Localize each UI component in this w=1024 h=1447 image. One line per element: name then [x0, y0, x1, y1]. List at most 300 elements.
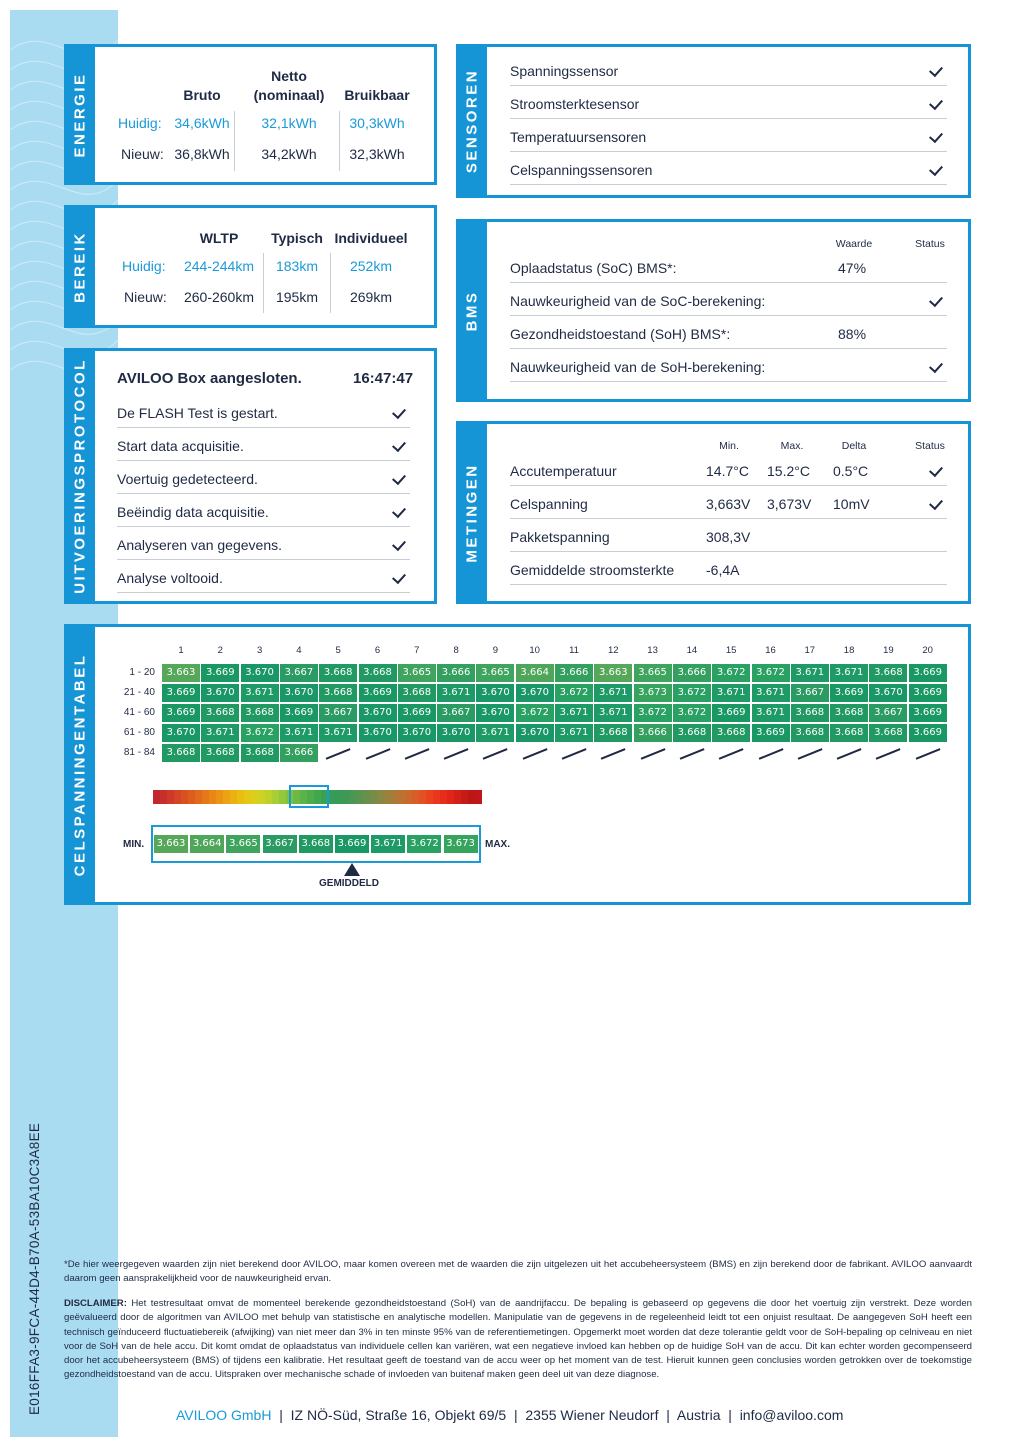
energie-huidig-bruikbaar: 30,3kWh [349, 115, 405, 131]
bereik-header-individueel: Individueel [334, 230, 408, 246]
check-icon [392, 438, 406, 452]
cell-voltage: 3.668 [241, 744, 279, 762]
bms-row-label: Gezondheidstoestand (SoH) BMS*: [510, 326, 731, 342]
divider [263, 253, 264, 313]
check-icon [929, 293, 943, 307]
gradient-segment [468, 790, 475, 804]
gradient-segment [160, 790, 167, 804]
protocol-step-label: Analyse voltooid. [117, 570, 223, 586]
protocol-step [117, 560, 410, 593]
cell-voltage: 3.671 [241, 684, 279, 702]
bms-row [510, 250, 947, 283]
metingen-row-label: Gemiddelde stroomsterkte [510, 562, 675, 578]
cell-voltage: 3.672 [516, 704, 554, 722]
cell-voltage: 3.670 [476, 704, 514, 722]
cell-voltage: 3.666 [555, 664, 593, 682]
sensor-row [510, 53, 947, 86]
gradient-segment [195, 790, 202, 804]
cell-voltage: 3.670 [280, 684, 318, 702]
energie-huidig-label: Huidig: [118, 115, 162, 131]
metingen-tab-label: METINGEN [463, 462, 480, 563]
empty-cell-dash [365, 748, 390, 759]
empty-cell-dash [719, 748, 744, 759]
celspanning-panel [64, 624, 971, 905]
energie-nieuw-bruikbaar: 32,3kWh [349, 146, 405, 162]
cell-voltage: 3.668 [201, 704, 239, 722]
footer-address: IZ NÖ-Süd, Straße 16, Objekt 69/5 [290, 1407, 507, 1423]
empty-cell-dash [680, 748, 705, 759]
column-number: 19 [883, 645, 894, 656]
check-icon [392, 405, 406, 419]
scale-cell: 3.668 [299, 835, 333, 853]
footer-city: 2355 Wiener Neudorf [525, 1407, 659, 1423]
protocol-title: AVILOO Box aangesloten. [117, 370, 302, 387]
check-icon [929, 162, 943, 176]
column-number: 4 [296, 645, 302, 656]
energie-nieuw-netto: 34,2kWh [261, 146, 317, 162]
scale-cell: 3.671 [371, 835, 405, 853]
check-icon [929, 359, 943, 373]
cell-voltage: 3.669 [830, 684, 868, 702]
column-number: 13 [647, 645, 658, 656]
footer-country: Austria [676, 1407, 721, 1423]
cell-voltage: 3.667 [437, 704, 475, 722]
cell-voltage: 3.668 [162, 744, 200, 762]
column-number: 1 [178, 645, 184, 656]
protocol-step [117, 428, 410, 461]
energie-tab-label: ENERGIE [71, 71, 88, 158]
cell-voltage: 3.669 [712, 704, 750, 722]
bereik-huidig-individueel: 252km [349, 258, 393, 274]
cell-voltage: 3.669 [752, 724, 790, 742]
bereik-header-typisch: Typisch [271, 230, 323, 246]
average-label: GEMIDDELD [319, 878, 379, 889]
gradient-segment [440, 790, 447, 804]
scale-cell: 3.663 [154, 835, 188, 853]
empty-cell-dash [444, 748, 469, 759]
protocol-step-label: Start data acquisitie. [117, 438, 244, 454]
cell-voltage: 3.672 [673, 704, 711, 722]
cell-voltage: 3.672 [752, 664, 790, 682]
cell-voltage: 3.670 [869, 684, 907, 702]
gradient-segment [328, 790, 335, 804]
protocol-step [117, 461, 410, 494]
cell-voltage: 3.670 [516, 724, 554, 742]
cell-voltage: 3.669 [280, 704, 318, 722]
cell-voltage: 3.671 [594, 684, 632, 702]
energie-huidig-netto: 32,1kWh [261, 115, 317, 131]
protocol-time: 16:47:47 [353, 370, 414, 387]
bms-footnote: *De hier weergegeven waarden zijn niet berekend door AVILOO, maar komen overeen met de waarden die zijn uitgelezen uit het accubeheersysteem (BMS) en zijn berekend door de fabrikant. AVILOO aanvaardt daarom geen aansprakelijkheid voor de nauwkeurigheid ervan. [64, 1259, 972, 1285]
average-marker-icon [344, 863, 360, 876]
protocol-step [117, 494, 410, 527]
scale-cell: 3.672 [407, 835, 441, 853]
bms-row [510, 349, 947, 382]
metingen-row-delta: 10mV [833, 496, 870, 512]
cell-voltage: 3.673 [634, 684, 672, 702]
cell-voltage: 3.670 [437, 724, 475, 742]
footer-separator: | [728, 1407, 732, 1423]
bms-row-label: Nauwkeurigheid van de SoH-berekening: [510, 359, 766, 375]
bereik-header-wltp: WLTP [199, 230, 239, 246]
metingen-row-label: Pakketspanning [510, 529, 610, 545]
protocol-tab [64, 348, 95, 604]
cell-voltage: 3.671 [555, 724, 593, 742]
metingen-row-min: 3,663V [706, 496, 751, 512]
scale-min-label: MIN. [123, 839, 145, 850]
cell-voltage: 3.666 [437, 664, 475, 682]
check-icon [392, 570, 406, 584]
row-range-label: 1 - 20 [129, 667, 155, 678]
empty-cell-dash [837, 748, 862, 759]
cell-voltage: 3.668 [594, 724, 632, 742]
cell-voltage: 3.668 [241, 704, 279, 722]
bms-row-label: Nauwkeurigheid van de SoC-berekening: [510, 293, 766, 309]
metingen-row-min: 308,3V [706, 529, 751, 545]
energie-nieuw-label: Nieuw: [121, 146, 164, 162]
bms-tab-label: BMS [463, 290, 480, 331]
cell-voltage: 3.670 [241, 664, 279, 682]
protocol-step [117, 527, 410, 560]
cell-voltage: 3.667 [280, 664, 318, 682]
bereik-huidig-typisch: 183km [275, 258, 319, 274]
row-range-label: 41 - 60 [123, 707, 155, 718]
gradient-segment [202, 790, 209, 804]
cell-voltage: 3.668 [830, 724, 868, 742]
gradient-segment [335, 790, 342, 804]
cell-voltage: 3.668 [359, 664, 397, 682]
footer-brand: AVILOO GmbH [176, 1407, 272, 1423]
bms-col-waarde: Waarde [835, 238, 873, 250]
gradient-segment [349, 790, 356, 804]
cell-voltage: 3.667 [319, 704, 357, 722]
cell-voltage: 3.671 [280, 724, 318, 742]
footer-separator: | [279, 1407, 283, 1423]
cell-voltage: 3.668 [201, 744, 239, 762]
gradient-segment [237, 790, 244, 804]
sensor-label: Spanningssensor [510, 63, 619, 79]
cell-voltage: 3.671 [319, 724, 357, 742]
average-range-box [289, 785, 329, 808]
bms-tab [456, 219, 487, 402]
cell-voltage: 3.671 [752, 704, 790, 722]
metingen-row [510, 486, 947, 519]
check-icon [929, 96, 943, 110]
scale-cell: 3.669 [335, 835, 369, 853]
empty-cell-dash [758, 748, 783, 759]
empty-cell-dash [483, 748, 508, 759]
protocol-step-label: Analyseren van gegevens. [117, 537, 282, 553]
sensoren-tab-label: SENSOREN [463, 68, 480, 174]
divider [339, 111, 340, 171]
metingen-row-label: Accutemperatuur [510, 463, 617, 479]
cell-voltage: 3.668 [398, 684, 436, 702]
protocol-step-label: Voertuig gedetecteerd. [117, 471, 258, 487]
cell-voltage: 3.670 [398, 724, 436, 742]
gradient-segment [433, 790, 440, 804]
cell-voltage: 3.668 [830, 704, 868, 722]
cell-voltage: 3.669 [909, 704, 947, 722]
check-icon [392, 504, 406, 518]
metingen-tab [456, 421, 487, 604]
row-range-label: 21 - 40 [123, 687, 155, 698]
gradient-segment [181, 790, 188, 804]
footer [176, 1407, 843, 1423]
column-number: 14 [686, 645, 698, 656]
column-number: 8 [453, 645, 459, 656]
row-range-label: 61 - 80 [123, 727, 155, 738]
bereik-tab [64, 205, 95, 328]
gradient-segment [265, 790, 272, 804]
gradient-segment [426, 790, 433, 804]
cell-voltage: 3.663 [594, 664, 632, 682]
empty-cell-dash [562, 748, 587, 759]
celspanning-tab-label: CELSPANNINGENTABEL [71, 653, 88, 876]
cell-voltage: 3.670 [359, 704, 397, 722]
check-icon [929, 129, 943, 143]
cell-voltage: 3.669 [909, 664, 947, 682]
gradient-segment [461, 790, 468, 804]
column-number: 2 [217, 645, 223, 656]
column-number: 11 [569, 645, 579, 656]
metingen-row [510, 453, 947, 486]
metingen-row-min: -6,4A [706, 562, 740, 578]
gradient-segment [153, 790, 160, 804]
gradient-segment [174, 790, 181, 804]
cell-voltage: 3.671 [752, 684, 790, 702]
cell-voltage: 3.670 [162, 724, 200, 742]
scale-cell: 3.667 [263, 835, 297, 853]
gradient-segment [398, 790, 405, 804]
gradient-segment [258, 790, 265, 804]
metingen-col-delta: Delta [841, 440, 867, 452]
cell-voltage: 3.669 [162, 704, 200, 722]
bms-row-label: Oplaadstatus (SoC) BMS*: [510, 260, 677, 276]
empty-cell-dash [640, 748, 665, 759]
bms-row-value: 88% [838, 326, 867, 342]
disclaimer-label: DISCLAIMER: [64, 1298, 127, 1309]
bms-row-value: 47% [838, 260, 867, 276]
empty-cell-dash [522, 748, 547, 759]
gradient-segment [251, 790, 258, 804]
energie-header-netto-line2: (nominaal) [253, 87, 325, 103]
gradient-segment [342, 790, 349, 804]
cell-voltage: 3.672 [712, 664, 750, 682]
gradient-segment [188, 790, 195, 804]
gradient-segment [377, 790, 384, 804]
cell-voltage: 3.668 [712, 724, 750, 742]
energie-header-netto-line1: Netto [271, 68, 307, 84]
gradient-segment [272, 790, 279, 804]
cell-voltage: 3.665 [634, 664, 672, 682]
energie-header-bruikbaar: Bruikbaar [344, 87, 410, 103]
protocol-panel [64, 348, 437, 604]
sensor-label: Stroomsterktesensor [510, 96, 640, 112]
gradient-segment [223, 790, 230, 804]
scale-max-label: MAX. [485, 839, 510, 850]
energie-nieuw-bruto: 36,8kWh [174, 146, 230, 162]
check-icon [929, 463, 943, 477]
metingen-row-min: 14.7°C [706, 463, 749, 479]
gradient-segment [475, 790, 482, 804]
cell-voltage: 3.663 [162, 664, 200, 682]
energie-panel [64, 44, 437, 185]
disclaimer-text: Het testresultaat omvat de momenteel berekende gezondheidstoestand (SoH) van de aandrijfaccu. De bepaling is gebaseerd op gegevens die door het voertuig zijn verstrekt. Deze worden geëvalueerd door de algoritmen van AVILOO met behulp van statistische en analytische modellen. Manipulatie van de gegevens in de regeleenheid leidt tot een onjuist resultaat. De aangegeven SoH heeft een technisch geïnduceerd fluctuatiebereik (afwijking) van niet meer dan 3% in ten minste 95% van de referentiemetingen. Opgemerkt moet worden dat deze tolerantie geldt voor de SoH-bepaling op celniveau en niet voor de SoH van de hele accu. Dit komt omdat de oplaadstatus van individuele cellen kan variëren, wat een negatieve invloed kan hebben op de huidige SoH van de accu. Dit kan echter worden gecompenseerd door het accubeheersysteem (BMS) of tijdens een kalibratie. Het resultaat geeft de toestand van de accu weer op het moment van de test. Hieruit kunnen geen conclusies worden getrokken over de toekomstige gezondheidstoestand van de accu. Uitspraken over mechanische schade of invloeden van buitenaf maken geen deel uit van deze diagnose. [64, 1298, 972, 1381]
metingen-panel [456, 421, 971, 604]
protocol-step [117, 395, 410, 428]
metingen-row-delta: 0.5°C [833, 463, 869, 479]
metingen-col-min: Min. [719, 440, 739, 452]
empty-cell-dash [797, 748, 822, 759]
cell-voltage: 3.669 [909, 724, 947, 742]
cell-voltage: 3.666 [634, 724, 672, 742]
check-icon [392, 471, 406, 485]
gradient-segment [356, 790, 363, 804]
gradient-segment [167, 790, 174, 804]
bms-row [510, 316, 947, 349]
cell-voltage: 3.669 [201, 664, 239, 682]
cell-voltage: 3.666 [280, 744, 318, 762]
bms-panel [456, 219, 971, 402]
column-number: 5 [335, 645, 341, 656]
sensor-row [510, 119, 947, 152]
document-id: E016FFA3-9FCA-44D4-B70A-53BA10C3A8EE [27, 1122, 42, 1415]
cell-voltage: 3.667 [869, 704, 907, 722]
cell-voltage: 3.671 [437, 684, 475, 702]
column-number: 9 [492, 645, 499, 656]
bereik-huidig-wltp: 244-244km [183, 258, 255, 274]
cell-voltage: 3.667 [791, 684, 829, 702]
bereik-panel [64, 205, 437, 328]
bereik-nieuw-individueel: 269km [349, 289, 393, 305]
cell-voltage: 3.671 [830, 664, 868, 682]
gradient-segment [209, 790, 216, 804]
energie-header-bruto: Bruto [183, 87, 221, 103]
metingen-row-label: Celspanning [510, 496, 588, 512]
footer-separator: | [513, 1407, 518, 1423]
gradient-segment [230, 790, 237, 804]
cell-voltage: 3.665 [398, 664, 436, 682]
row-range-label: 81 - 84 [123, 747, 155, 758]
cell-voltage: 3.668 [869, 724, 907, 742]
column-number: 20 [922, 645, 933, 656]
metingen-col-status: Status [915, 440, 945, 452]
cell-voltage: 3.671 [201, 724, 239, 742]
cell-voltage: 3.670 [201, 684, 239, 702]
gradient-segment [405, 790, 412, 804]
gradient-segment [279, 790, 286, 804]
empty-cell-dash [601, 748, 626, 759]
cell-voltage: 3.666 [673, 664, 711, 682]
sensor-row [510, 86, 947, 119]
empty-cell-dash [876, 748, 901, 759]
gradient-segment [447, 790, 454, 804]
column-number: 7 [414, 645, 420, 656]
check-icon [929, 496, 943, 510]
bms-row [510, 283, 947, 316]
cell-voltage: 3.670 [476, 684, 514, 702]
metingen-row-max: 3,673V [767, 496, 812, 512]
bereik-nieuw-wltp: 260-260km [183, 289, 255, 305]
gradient-segment [384, 790, 391, 804]
column-number: 12 [608, 645, 619, 656]
gradient-segment [363, 790, 370, 804]
cell-voltage: 3.668 [869, 664, 907, 682]
column-number: 3 [256, 645, 263, 656]
cell-voltage: 3.668 [791, 724, 829, 742]
cell-voltage: 3.669 [359, 684, 397, 702]
cell-voltage: 3.668 [319, 664, 357, 682]
cell-voltage: 3.671 [791, 664, 829, 682]
cell-voltage: 3.671 [555, 704, 593, 722]
disclaimer [64, 1297, 972, 1383]
cell-voltage: 3.665 [476, 664, 514, 682]
bereik-nieuw-label: Nieuw: [124, 289, 167, 305]
empty-cell-dash [326, 748, 351, 759]
celspanning-tab [64, 624, 95, 905]
metingen-row [510, 552, 947, 585]
empty-cell-dash [915, 748, 940, 759]
energie-tab [64, 44, 95, 185]
bms-col-status: Status [915, 238, 945, 250]
metingen-col-max: Max. [780, 440, 804, 452]
gradient-segment [454, 790, 461, 804]
gradient-segment [412, 790, 419, 804]
sensor-label: Temperatuursensoren [510, 129, 647, 145]
cell-voltage: 3.672 [673, 684, 711, 702]
cell-voltage: 3.670 [516, 684, 554, 702]
empty-cell-dash [404, 748, 429, 759]
scale-cell: 3.673 [444, 835, 478, 853]
cell-voltage: 3.668 [673, 724, 711, 742]
protocol-step-label: De FLASH Test is gestart. [117, 405, 278, 421]
column-number: 6 [374, 645, 381, 656]
cell-voltage: 3.668 [319, 684, 357, 702]
sensoren-panel [456, 44, 971, 198]
cell-voltage: 3.672 [241, 724, 279, 742]
cell-voltage: 3.664 [516, 664, 554, 682]
cell-voltage: 3.670 [359, 724, 397, 742]
footer-email-link[interactable]: info@aviloo.com [739, 1407, 844, 1423]
cell-voltage: 3.671 [594, 704, 632, 722]
footer-separator: | [666, 1407, 670, 1423]
check-icon [392, 537, 406, 551]
metingen-row [510, 519, 947, 552]
sensor-label: Celspanningssensoren [510, 162, 653, 178]
sensor-row [510, 152, 947, 185]
bereik-tab-label: BEREIK [71, 230, 88, 303]
column-number: 15 [725, 645, 737, 656]
protocol-tab-label: UITVOERINGSPROTOCOL [71, 358, 88, 594]
column-number: 10 [529, 645, 540, 656]
column-number: 17 [804, 645, 816, 656]
bereik-huidig-label: Huidig: [122, 258, 166, 274]
divider [330, 253, 331, 313]
bereik-nieuw-typisch: 195km [275, 289, 319, 305]
cell-voltage: 3.672 [555, 684, 593, 702]
gradient-segment [370, 790, 377, 804]
gradient-segment [216, 790, 223, 804]
protocol-step-label: Beëindig data acquisitie. [117, 504, 269, 520]
cell-voltage: 3.668 [791, 704, 829, 722]
sensoren-tab [456, 44, 487, 198]
divider [234, 111, 235, 171]
cell-voltage: 3.671 [712, 684, 750, 702]
energie-huidig-bruto: 34,6kWh [174, 115, 230, 131]
cell-voltage: 3.671 [476, 724, 514, 742]
column-number: 16 [765, 645, 776, 656]
gradient-segment [391, 790, 398, 804]
